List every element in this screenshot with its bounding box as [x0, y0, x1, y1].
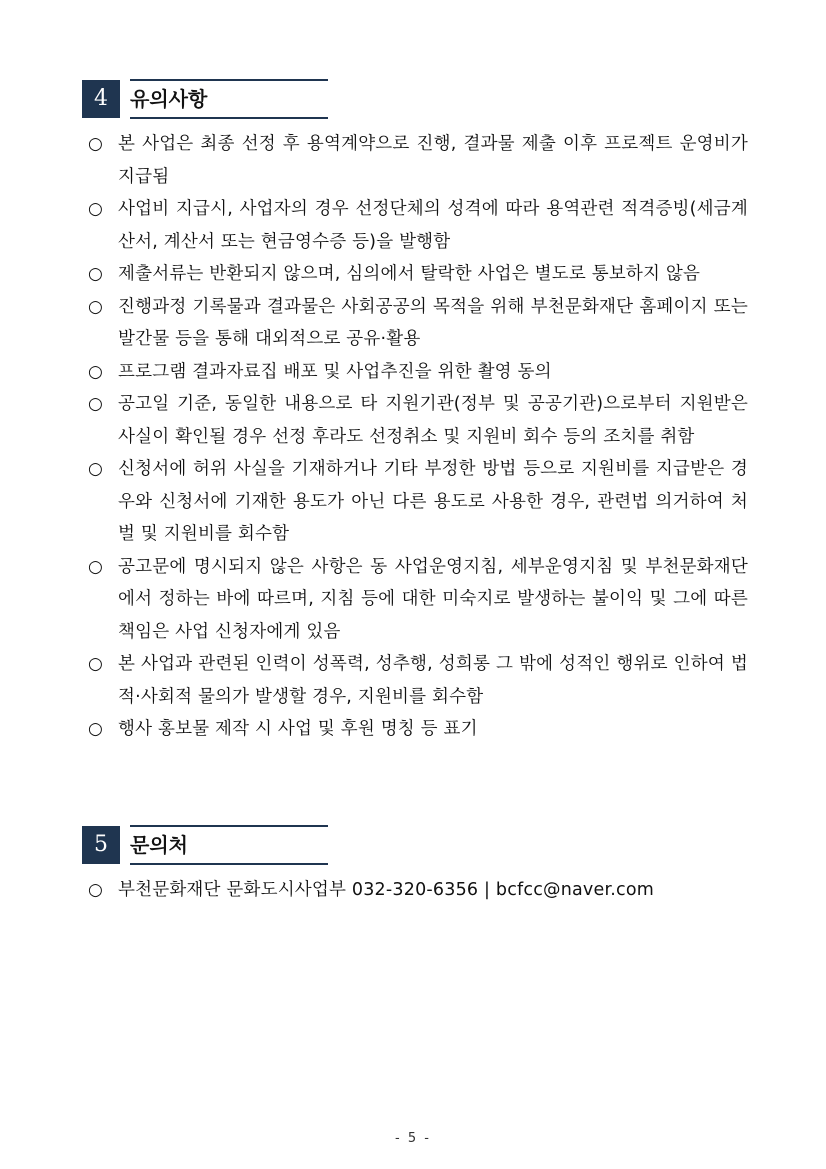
list-item: ○ 본 사업과 관련된 인력이 성폭력, 성추행, 성희롱 그 밖에 성적인 행위로 인하여 법적·사회적 물의가 발생할 경우, 지원비를 회수함: [88, 648, 748, 713]
circle-bullet-icon: ○: [88, 134, 104, 154]
circle-bullet-icon: ○: [88, 394, 104, 414]
circle-bullet-icon: ○: [88, 654, 104, 674]
section-title: 유의사항: [130, 87, 208, 111]
header-top-rule: [130, 825, 328, 827]
circle-bullet-icon: ○: [88, 556, 104, 577]
circle-bullet-icon: ○: [88, 719, 104, 739]
list-item: ○ 제출서류는 반환되지 않으며, 심의에서 탈락한 사업은 별도로 통보하지 않음: [88, 258, 748, 291]
list-item: ○ 공고문에 명시되지 않은 사항은 동 사업운영지침, 세부운영지침 및 부천문화재단에서 정하는 바에 따르며, 지침 등에 대한 미숙지로 발생하는 불이익 및 그에 따른 책임은 사업 신청자에게 있음: [88, 551, 748, 649]
circle-bullet-icon: ○: [88, 264, 104, 284]
list-item: ○ 본 사업은 최종 선정 후 용역계약으로 진행, 결과물 제출 이후 프로젝트 운영비가 지급됨: [88, 128, 748, 193]
section-number: 4: [82, 80, 120, 118]
list-item: ○ 공고일 기준, 동일한 내용으로 타 지원기관(정부 및 공공기관)으로부터 지원받은 사실이 확인될 경우 선정 후라도 선정취소 및 지원비 회수 등의 조치를 취함: [88, 388, 748, 453]
contact-list: [88, 874, 748, 907]
section-header-contact: [82, 826, 328, 866]
section-number: 5: [82, 826, 120, 864]
header-bottom-rule: [130, 117, 328, 119]
list-item: ○ 사업비 지급시, 사업자의 경우 선정단체의 성격에 따라 용역관련 적격증빙(세금계산서, 계산서 또는 현금영수증 등)을 발행함: [88, 193, 748, 258]
page-number: - 5 -: [395, 1131, 431, 1146]
header-top-rule: [130, 79, 328, 81]
section-title: 문의처: [130, 833, 188, 857]
circle-bullet-icon: ○: [88, 296, 104, 317]
section-header-notes: [82, 80, 328, 120]
circle-bullet-icon: ○: [88, 361, 104, 382]
circle-bullet-icon: ○: [88, 880, 104, 900]
list-item: ○ 신청서에 허위 사실을 기재하거나 기타 부정한 방법 등으로 지원비를 지급받은 경우와 신청서에 기재한 용도가 아닌 다른 용도로 사용한 경우, 관련법 의거하여 처벌 및 지원비를 회수함: [88, 453, 748, 551]
list-item-contact: ○ 부천문화재단 문화도시사업부 032-320-6356 | bcfcc@naver.com: [88, 874, 748, 907]
list-item: ○ 진행과정 기록물과 결과물은 사회공공의 목적을 위해 부천문화재단 홈페이지 또는 발간물 등을 통해 대외적으로 공유·활용: [88, 291, 748, 356]
notes-list: [88, 128, 748, 746]
list-item: ○ 프로그램 결과자료집 배포 및 사업추진을 위한 촬영 동의: [88, 356, 748, 389]
list-item: ○ 행사 홍보물 제작 시 사업 및 후원 명칭 등 표기: [88, 713, 748, 746]
circle-bullet-icon: ○: [88, 459, 104, 479]
header-bottom-rule: [130, 863, 328, 865]
circle-bullet-icon: ○: [88, 199, 104, 219]
